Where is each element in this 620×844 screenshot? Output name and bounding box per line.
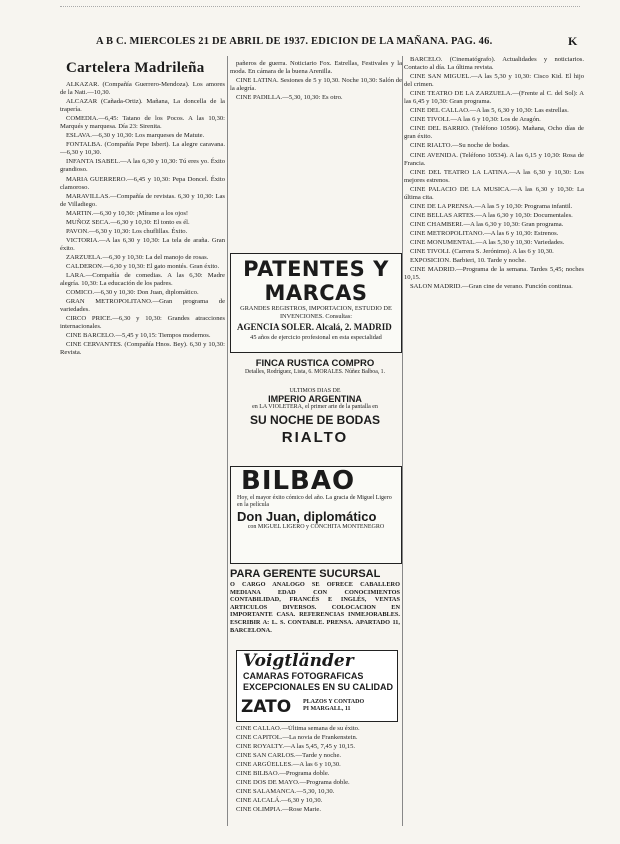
ad-voigtlander xyxy=(236,650,398,722)
listings-middle-more xyxy=(230,725,402,814)
listing-entry: FONTALBA. (Compañía Pepe Isbert). La alegre caravana.—6,30 y 10,30. xyxy=(60,141,225,157)
ad-rialto-l3: en LA VIOLETERA, el primer arte de la pantalla en xyxy=(252,404,378,410)
ad-gerente-title: PARA GERENTE SUCURSAL xyxy=(230,568,381,580)
listing-entry: EXPOSICION. Barbieri, 10. Tarde y noche. xyxy=(410,257,527,265)
listing-entry: CINE TIVOLI.—A las 6 y 10,30: Los de Aragón. xyxy=(410,116,541,124)
listing-entry: MUÑOZ SECA.—6,30 y 10,30: El tonto es él. xyxy=(66,218,190,226)
ad-bilbao-text: Hoy, el mayor éxito cómico del año. La gracia de Miguel Ligero en la película xyxy=(237,495,392,508)
listing-entry: CINE BILBAO.—Programa doble. xyxy=(236,770,330,778)
listing-entry: CINE ROYALTY.—A las 5,45, 7,45 y 10,15. xyxy=(236,743,356,751)
listing-entry: SALON MADRID.—Gran cine de verano. Función continua. xyxy=(410,283,573,291)
ad-bilbao-cast: con MIGUEL LIGERO y CONCHITA MONTENEGRO xyxy=(247,524,385,530)
ad-finca-title: FINCA RUSTICA COMPRO xyxy=(255,358,375,369)
listing-entry: CINE SAN MIGUEL.—A las 5,30 y 10,30: Cisco Kid. El hijo del crimen. xyxy=(404,73,584,89)
listing-entry: CINE METROPOLITANO.—A las 6 y 10,30: Estrenos. xyxy=(410,229,559,237)
listing-entry: PAVON.—6,30 y 10,30: Los chuflillas. Éxito. xyxy=(66,227,188,235)
ad-voigt-line2: EXCEPCIONALES EN SU CALIDAD xyxy=(243,682,394,692)
listing-entry: CINE MADRID.—Programa de la semana. Tardes 5,45; noches 10,15. xyxy=(404,266,584,282)
ad-finca xyxy=(230,358,400,382)
top-rule xyxy=(60,6,580,8)
ad-rialto-film: SU NOCHE DE BODAS xyxy=(249,413,380,427)
listing-entry: CINE CAPITOL.—La novia de Frankenstein. xyxy=(236,734,358,742)
ad-gerente-text: O CARGO ANALOGO SE OFRECE CABALLERO MEDIANA EDAD CON CONOCIMIENTOS CONTABILIDAD, FRANCÉS E INGLÉS, VENTAS ARTICULOS DIVERSOS. COLOCACION EN IMPORTANTE CASA. REFERENCIAS INMEJORABLES. ESCRIBIR A: L. S. CONTABLE. PRENSA. APARTADO 11, BARCELONA. xyxy=(230,581,400,634)
ad-gerente xyxy=(230,568,400,654)
listings-left xyxy=(60,81,225,358)
ad-bilbao xyxy=(230,466,402,564)
listing-entry: CINE CALLAO.—Última semana de su éxito. xyxy=(236,725,360,732)
ad-rialto-l1: ULTIMOS DIAS DE xyxy=(289,388,341,394)
listing-entry: VICTORIA.—A las 6,30 y 10,30: La tela de araña. Gran éxito. xyxy=(60,236,225,252)
listing-entry: CINE CERVANTES. (Compañía Hnos. Bey). 6,30 y 10,30: Revista. xyxy=(60,341,225,357)
listing-entry: CINE BARCELO.—5,45 y 10,15: Tiempos modernos. xyxy=(66,332,211,340)
listing-entry: CINE AVENIDA. (Teléfono 10534). A las 6,15 y 10,30: Rosa de Francia. xyxy=(404,151,584,167)
page-header: A B C. MIERCOLES 21 DE ABRIL DE 1937. EDICION DE LA MAÑANA. PAG. 46. xyxy=(96,36,493,47)
listing-entry: INFANTA ISABEL.—A las 6,30 y 10,30: Tú eres yo. Éxito grandioso. xyxy=(60,158,225,174)
listing-entry: CINE CHAMBERI.—A las 6,30 y 10,30: Gran programa. xyxy=(410,220,564,228)
ad-zato-logo: ZATO xyxy=(241,697,292,717)
listing-entry: CALDERON.—6,30 y 10,30: El gato montés. Gran éxito. xyxy=(66,262,220,270)
ad-finca-sub: Detalles, Rodríguez, Lista, 6. MORALES. Núñez Balboa, 1. xyxy=(244,369,386,375)
listing-entry: ZARZUELA.—6,30 y 10,30: La del manojo de rosas. xyxy=(66,253,209,261)
ad-voigt-line1: CAMARAS FOTOGRAFICAS xyxy=(243,671,364,681)
listing-entry: CINE TIVOLI. (Carrera S. Jerónimo). A las 6 y 10,30. xyxy=(410,248,554,256)
listing-entry: MARIA GUERRERO.—6,45 y 10,30: Pepa Doncel. Éxito clamoroso. xyxy=(60,175,225,191)
ad-patentes-foot: 45 años de ejercicio profesional en esta especialidad xyxy=(250,334,382,341)
ad-zato-sub xyxy=(303,699,364,713)
listing-entry: CINE ALCALÁ.—6,30 y 10,30. xyxy=(236,797,323,805)
listings-right xyxy=(404,56,584,291)
listing-entry: CINE ARGÜELLES.—A las 6 y 10,30. xyxy=(236,761,341,769)
listing-entry: ESLAVA.—6,30 y 10,30: Los marqueses de Matute. xyxy=(66,132,205,140)
listing-entry: CINE RIALTO.—Su noche de bodas. xyxy=(410,142,510,150)
listing-entry: ALCAZAR (Cañada-Ortiz). Mañana, La doncella de la trapería. xyxy=(60,98,225,114)
ad-zato-terms: PLAZOS Y CONTADO xyxy=(303,699,365,705)
listing-entry: CINE TEATRO DE LA ZARZUELA.—(Frente al C. del Sol): A las 6,45 y 10,30: Gran programa. xyxy=(404,90,584,106)
ad-patentes-agency: AGENCIA SOLER. Alcalá, 2. MADRID xyxy=(237,322,392,332)
column-middle-bottom xyxy=(230,725,402,825)
listing-entry: CINE PALACIO DE LA MUSICA.—A las 6,30 y 10,30: La última cita. xyxy=(404,185,584,201)
listing-entry: CINE DEL TEATRO LA LATINA.—A las 6,30 y 10,30: Los mejores estrenos. xyxy=(404,168,584,184)
column-left xyxy=(60,56,225,826)
listing-entry: ALKAZAR. (Compañía Guerrero-Mendoza). Los amores de la Nati.—10,30. xyxy=(60,81,225,97)
listing-entry: CINE SALAMANCA.—5,30, 10,30. xyxy=(236,788,335,796)
listing-entry: CINE DOS DE MAYO.—Programa doble. xyxy=(236,779,350,787)
listing-entry: LARA.—Compañía de comedias. A las 6,30: Madre alegría. 10,30: La educación de los padres. xyxy=(60,272,225,288)
page-mark: K xyxy=(568,34,578,48)
listing-entry: GRAN METROPOLITANO.—Gran programa de variedades. xyxy=(60,298,225,314)
ad-bilbao-title: BILBAO xyxy=(241,466,356,496)
ad-rialto xyxy=(230,388,400,470)
listing-entry: COMEDIA.—6,45: Tatano de los Pocos. A las 10,30: Marqués y marquesa. Día 23: Sirenita. xyxy=(60,115,225,131)
listing-entry: CINE DE LA PRENSA.—A las 5 y 10,30: Programa infantil. xyxy=(410,202,573,210)
listing-entry: CINE BELLAS ARTES.—A las 6,30 y 10,30: Documentales. xyxy=(410,211,573,219)
ad-rialto-star: IMPERIO ARGENTINA xyxy=(268,394,362,404)
ad-bilbao-film: Don Juan, diplomático xyxy=(237,509,377,524)
listing-entry: CINE LATINA. Sesiones de 5 y 10,30. Noche 10,30: Salón de la alegría. xyxy=(230,77,402,93)
column-right xyxy=(404,56,584,826)
listing-entry: BARCELO. (Cinematógrafo). Actualidades y noticiarios. Contacto al día. La última revista. xyxy=(404,56,584,72)
ad-zato-address: PI MARGALL, 11 xyxy=(303,706,351,712)
ad-patentes xyxy=(230,253,402,353)
listings-middle xyxy=(230,60,402,102)
listing-entry: pañeros de guerra. Noticiario Fox. Estrellas, Festivales y la moda. En cámara de la buena Arenilla. xyxy=(230,60,402,76)
ad-patentes-title: PATENTES Y MARCAS xyxy=(243,257,389,305)
listing-entry: CINE MONUMENTAL.—A las 5,30 y 10,30: Variedades. xyxy=(410,238,565,246)
ad-voigt-logo: Voigtländer xyxy=(243,651,354,671)
listing-entry: CIRCO PRICE.—6,30 y 10,30: Grandes atracciones internacionales. xyxy=(60,315,225,331)
listing-entry: CINE OLIMPIA.—Rose Marie. xyxy=(236,806,321,814)
ad-patentes-sub: GRANDES REGISTROS, IMPORTACION, ESTUDIO DE INVENCIONES. Consultas: xyxy=(240,305,392,320)
listing-entry: CINE DEL CALLAO.—A las 5, 6,30 y 10,30: Las estrellas. xyxy=(410,107,569,115)
column-divider xyxy=(227,56,228,826)
ad-rialto-venue: RIALTO xyxy=(281,429,349,446)
listing-entry: CINE SAN CARLOS.—Tarde y noche. xyxy=(236,752,342,760)
section-title: Cartelera Madrileña xyxy=(66,60,205,76)
listing-entry: COMICO.—6,30 y 10,30: Don Juan, diplomático. xyxy=(66,289,199,297)
column-divider xyxy=(402,56,403,826)
listing-entry: CINE DEL BARRIO. (Teléfono 10596). Mañana, Ocho días de gran éxito. xyxy=(404,125,584,141)
listing-entry: CINE PADILLA.—5,30, 10,30: Es otro. xyxy=(236,94,343,102)
listing-entry: MARAVILLAS.—Compañía de revistas. 6,30 y 10,30: Las de Villadiego. xyxy=(60,192,225,208)
listing-entry: MARTIN.—6,30 y 10,30: ¡Mírame a los ojos! xyxy=(66,209,189,217)
column-middle-top xyxy=(230,60,402,220)
